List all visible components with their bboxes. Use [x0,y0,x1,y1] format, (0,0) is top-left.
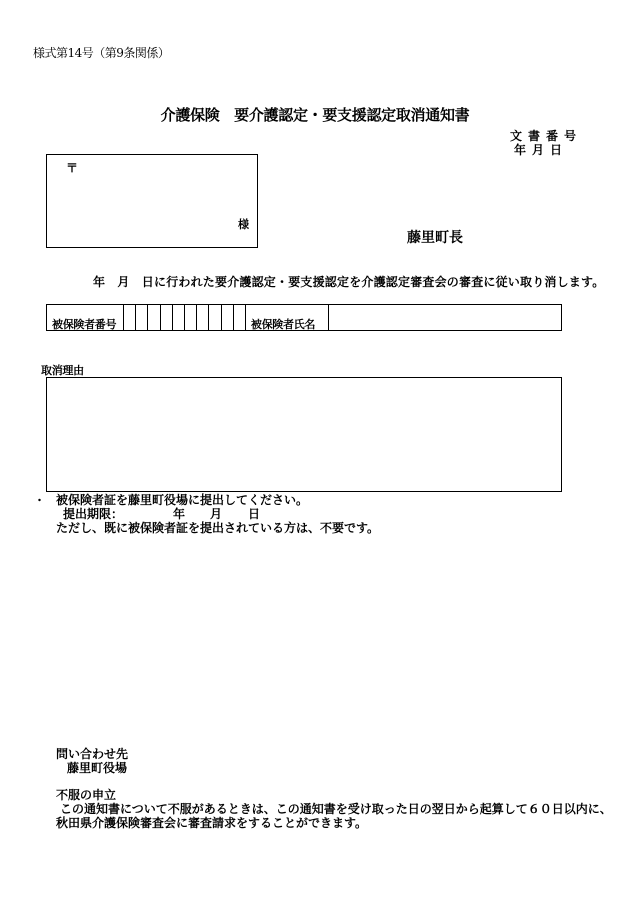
insured-number-label: 被保険者番号 [47,305,124,330]
insured-number-digit-cell [173,305,185,330]
document-title: 介護保険 要介護認定・要支援認定取消通知書 [160,106,470,124]
deadline-day: 日 [248,507,261,521]
deadline-label: 提出期限： [63,507,124,521]
document-number-label: 文書番号 [510,129,583,143]
insured-name-label: 被保険者氏名 [246,305,329,330]
issuer-name: 藤里町長 [407,230,463,246]
insured-number-digit-cell [185,305,197,330]
appeal-text-line-1: この通知書について不服があるときは、この通知書を受け取った日の翌日から起算して６０日以内に、 [60,802,612,816]
form-number: 様式第14号（第9条関係） [33,46,170,60]
insured-number-digit-cell [209,305,221,330]
insured-number-digit-cell [124,305,136,330]
note-bullet: ・ [34,494,45,507]
deadline-year: 年 [173,507,186,521]
insured-number-digit-cell [222,305,234,330]
insured-number-digit-cell [161,305,173,330]
recipient-honorific: 様 [238,218,249,231]
appeal-text-line-2: 秋田県介護保険審査会に審査請求をすることができます。 [56,816,368,830]
postal-mark: 〒 [66,161,79,175]
insured-number-digit-cell [136,305,148,330]
note-already-submitted: ただし、既に被保険者証を提出されている方は、不要です。 [56,521,380,535]
cancellation-statement: 年 月 日に行われた要介護認定・要支援認定を介護認定審査会の審査に従い取り消します。 [93,275,605,289]
date-label: 年月日 [514,143,569,157]
appeal-heading: 不服の申立 [56,788,117,802]
insured-name-value-cell [329,305,561,330]
contact-office: 藤里町役場 [67,761,128,775]
insured-number-digit-cell [148,305,160,330]
reason-box [46,377,562,492]
insured-info-table [46,304,562,331]
contact-heading: 問い合わせ先 [56,747,129,761]
insured-number-digit-cell [234,305,246,330]
note-submit-card: 被保険者証を藤里町役場に提出してください。 [56,493,309,507]
deadline-month: 月 [210,507,223,521]
insured-number-digit-cell [197,305,209,330]
reason-label: 取消理由 [41,364,84,377]
